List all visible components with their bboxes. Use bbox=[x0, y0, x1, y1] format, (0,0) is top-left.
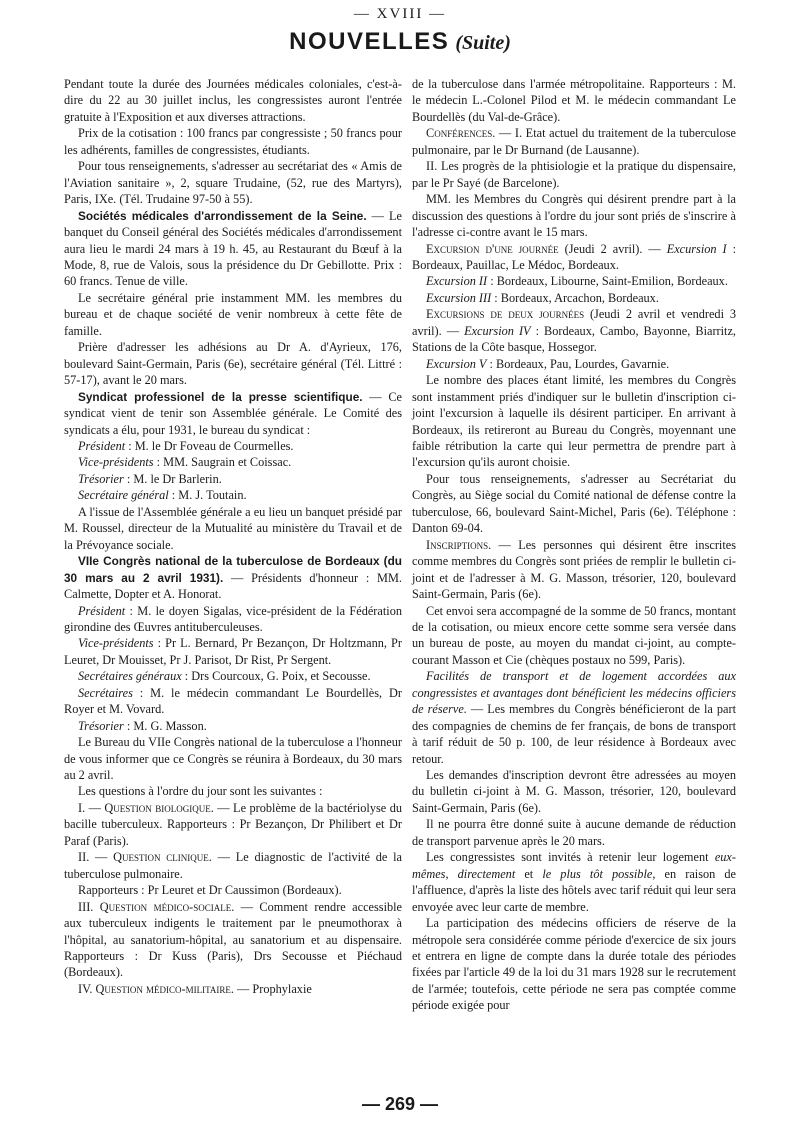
section-heading: Syndicat professionel de la presse scientifique. bbox=[78, 389, 363, 404]
title-subtitle: (Suite) bbox=[455, 32, 511, 54]
paragraph: Inscriptions. — Les personnes qui désirent être inscrites comme membres du Congrès sont priées de remplir le bulletin ci-joint et de l'adresser à M. G. Masson, trésorier, 120, boulevard Saint-Germain, Paris (6e). bbox=[412, 537, 736, 602]
paragraph: Les questions à l'ordre du jour sont les suivantes : bbox=[78, 784, 323, 799]
paragraph: Facilités de transport et de logement accordées aux congressistes et avantages dont bénéficient les médecins officiers de réserve. — Les membres du Congrès bénéficieront de la part des compagnies de chemins de fer français, de bons de transport à tarif réduit de 50 p. 100, de leur résidence à Bordeaux avec retour. bbox=[412, 669, 736, 766]
paragraph: Président : M. le doyen Sigalas, vice-président de la Fédération girondine des Œuvres antituberculeuses. bbox=[64, 603, 402, 634]
paragraph: II. Les progrès de la phtisiologie et la pratique du dispensaire, par le Pr Sayé (de Barcelone). bbox=[412, 159, 736, 190]
paragraph: Les congressistes sont invités à retenir leur logement eux-mêmes, directement et le plus tôt possible, en raison de l'affluence, d'après la liste des hôtels avec tarif réduit qui leur sera envoyée avec leur carte de membre. bbox=[412, 850, 736, 914]
paragraph: Syndicat professionel de la presse scientifique. — Ce syndicat vient de tenir son Assemblée générale. Le Comité des syndicats a élu, pour 1931, le bureau du syndicat : bbox=[64, 389, 402, 437]
paragraph: Secrétaires : M. le médecin commandant Le Bourdellès, Dr Royer et M. Vovard. bbox=[64, 685, 402, 717]
paragraph: Excursions de deux journées (Jeudi 2 avril et vendredi 3 avril). — Excursion IV : Bordeaux, Cambo, Bayonne, Biarritz, Stations de la Côte basque, Hossegor. bbox=[412, 307, 736, 355]
paragraph: Rapporteurs : Pr Leuret et Dr Caussimon (Bordeaux). bbox=[78, 883, 342, 898]
paragraph: Excursion d'une journée (Jeudi 2 avril). — Excursion I : Bordeaux, Pauillac, Le Médoc, Bordeaux. bbox=[412, 241, 736, 272]
right-column bbox=[412, 76, 736, 1014]
paragraph: Les demandes d'inscription devront être adressées au moyen du bulletin ci-joint à M. G. Masson, trésorier, 120, boulevard Saint-Germain, Paris (6e). bbox=[412, 768, 736, 815]
paragraph: La participation des médecins officiers de réserve de la métropole sera considérée comme période d'exercice de six jours et entrera en ligne de compte dans la durée totale des périodes fixées par l'article 49 de la loi du 31 mars 1928 sur le recrutement de l'armée; toutefois, cette période ne sera pas comptée comme période exigée pour bbox=[412, 916, 736, 1013]
paragraph: Il ne pourra être donné suite à aucune demande de réduction de transport parvenue après le 20 mars. bbox=[412, 817, 736, 848]
section-title bbox=[0, 28, 800, 56]
paragraph: Le nombre des places étant limité, les membres du Congrès sont instamment priés d'indiquer sur le bulletin d'inscription ci-joint l'excursion à laquelle ils désirent participer. En arrivant à Bordeaux, ils retireront au Bureau du Congrès, moyennant une faible rétribution la carte qui leur permettra de prendre part à l'excursion qu'ils auront choisie. bbox=[412, 373, 736, 470]
paragraph: Prix de la cotisation : 100 francs par congressiste ; 50 francs pour les adhérents, familles de congressistes, étudiants. bbox=[64, 126, 402, 157]
paragraph: Cet envoi sera accompagné de la somme de 50 francs, montant de la cotisation, ou mieux encore cette somme sera versée dans un bureau de poste, au moyen du mandat ci-joint, au compte-courant Masson et Cie (chèques postaux no 599, Paris). bbox=[412, 603, 736, 667]
paragraph: I. — Question biologique. — Le problème de la bactériolyse du bacille tuberculeux. Rapporteurs : Pr Bezançon, Dr Philibert et Dr Paraf (Paris). bbox=[64, 800, 402, 848]
section-heading: VIIe Congrès national de la tuberculose de Bordeaux (du 30 mars au 2 avril 1931). bbox=[64, 554, 402, 585]
paragraph: Pour tous renseignements, s'adresser au Secrétariat du Congrès, au Siège social du Comité national de défense contre la tuberculose, 66, boulevard Saint-Michel, Paris (6e). Téléphone : Danton 69-04. bbox=[412, 471, 736, 536]
paragraph: de la tuberculose dans l'armée métropolitaine. Rapporteurs : M. le médecin L.-Colonel Pilod et M. le médecin commandant Le Bourdellès (du Val-de-Grâce). bbox=[412, 77, 736, 124]
paragraph: Secrétaires généraux : Drs Courcoux, G. Poix, et Secousse. bbox=[78, 669, 371, 684]
paragraph: A l'issue de l'Assemblée générale a eu lieu un banquet présidé par M. Roussel, directeur de la Mutualité au ministère du Travail et de la Prévoyance sociale. bbox=[64, 504, 402, 552]
paragraph: Excursion III : Bordeaux, Arcachon, Bordeaux. bbox=[426, 290, 659, 305]
paragraph: Conférences. — I. Etat actuel du traitement de la tuberculose pulmonaire, par le Dr Burnand (de Lausanne). bbox=[412, 126, 736, 157]
paragraph: VIIe Congrès national de la tuberculose de Bordeaux (du 30 mars au 2 avril 1931). — Présidents d'honneur : MM. Calmette, Dopter et A. Honorat. bbox=[64, 554, 402, 602]
paragraph: Le secrétaire général prie instamment MM. les membres du bureau et de chaque société de venir nombreux à cette fête de famille. bbox=[64, 290, 402, 338]
paragraph: Trésorier : M. G. Masson. bbox=[78, 718, 207, 733]
page-folio: — XVIII — bbox=[353, 6, 447, 22]
paragraph: Président : M. le Dr Foveau de Courmelles. bbox=[78, 438, 294, 453]
paragraph: Pendant toute la durée des Journées médicales coloniales, c'est-à-dire du 22 au 30 juillet inclus, les congressistes auront l'entrée gratuite à l'Exposition et aux diverses attractions. bbox=[64, 77, 402, 124]
paragraph: MM. les Membres du Congrès qui désirent prendre part à la discussion des questions à l'ordre du jour sont priés de s'inscrire à l'adresse ci-contre avant le 15 mars. bbox=[412, 192, 736, 240]
left-column bbox=[64, 76, 402, 997]
paragraph: II. — Question clinique. — Le diagnostic de l'activité de la tuberculose pulmonaire. bbox=[64, 850, 403, 881]
title-main: NOUVELLES bbox=[289, 28, 450, 55]
paragraph: Vice-présidents : Pr L. Bernard, Pr Bezançon, Dr Holtzmann, Pr Leuret, Dr Mouisset, Pr J. Parisot, Dr Rist, Pr Sergent. bbox=[64, 636, 402, 667]
paragraph: Trésorier : M. le Dr Barlerin. bbox=[78, 471, 222, 486]
paragraph: IV. Question médico-militaire. — Prophylaxie bbox=[78, 981, 312, 996]
paragraph: Vice-présidents : MM. Saugrain et Coissac. bbox=[78, 455, 292, 470]
section-heading: Sociétés médicales d'arrondissement de la Seine. bbox=[78, 208, 367, 223]
paragraph: Sociétés médicales d'arrondissement de la Seine. — Le banquet du Conseil général des Sociétés médicales d'arrondissement aura lieu le mardi 24 mars à 19 h. 45, au Restaurant du Bœuf à la Mode, 8, rue de Valois, sous la présidence du Dr Gebillotte. Prix : 60 francs. Tenue de ville. bbox=[64, 208, 402, 289]
paragraph: Prière d'adresser les adhésions au Dr A. d'Ayrieux, 176, boulevard Saint-Germain, Paris (6e), secrétaire général (Tél. Littré : 57-17), avant le 20 mars. bbox=[64, 340, 402, 388]
paragraph: Secrétaire général : M. J. Toutain. bbox=[78, 488, 247, 503]
page-number: — 269 — bbox=[361, 1094, 439, 1114]
paragraph: Excursion II : Bordeaux, Libourne, Saint-Emilion, Bordeaux. bbox=[426, 274, 728, 289]
paragraph: Excursion V : Bordeaux, Pau, Lourdes, Gavarnie. bbox=[426, 356, 670, 371]
paragraph: Le Bureau du VIIe Congrès national de la tuberculose a l'honneur de vous informer que ce Congrès se réunira à Bordeaux, du 30 mars au 2 avril. bbox=[64, 735, 402, 783]
paragraph: Pour tous renseignements, s'adresser au secrétariat des « Amis de l'Aviation sanitaire », 2, square Trudaine, (52, rue des Martyrs), Paris, IXe. (Tél. Trudaine 97-50 à 55). bbox=[64, 159, 402, 207]
paragraph: III. Question médico-sociale. — Comment rendre accessible aux tuberculeux indigents le traitement par le pneumothorax à l'hôpital, au sanatorium-hôpital, au sanatorium et au dispensaire. Rapporteurs : Dr Kuss (Paris), Drs Secousse et Piéchaud (Bordeaux). bbox=[64, 899, 403, 980]
